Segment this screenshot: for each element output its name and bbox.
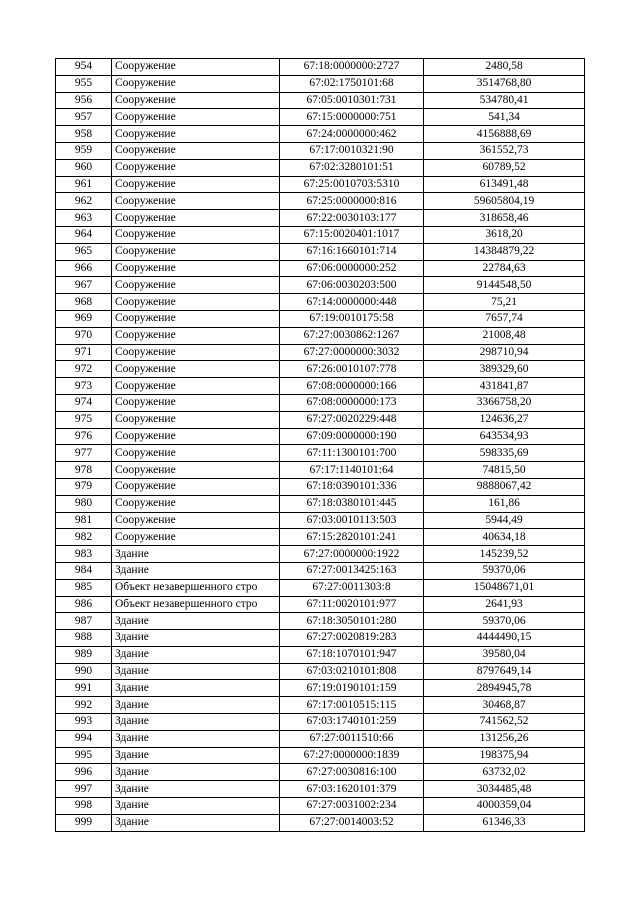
row-number-cell: 986 (56, 596, 112, 613)
cadastral-value-cell: 643534,93 (424, 428, 585, 445)
row-number-cell: 989 (56, 646, 112, 663)
table-row (56, 294, 585, 311)
cadastral-number-cell: 67:03:0010113:503 (280, 512, 424, 529)
cadastral-value-cell: 431841,87 (424, 378, 585, 395)
row-number-cell: 979 (56, 478, 112, 495)
table-row (56, 697, 585, 714)
table-row (56, 378, 585, 395)
row-number-cell: 994 (56, 730, 112, 747)
row-number-cell: 960 (56, 159, 112, 176)
object-name-cell: Сооружение (112, 327, 280, 344)
row-number-cell: 970 (56, 327, 112, 344)
row-number-cell: 973 (56, 378, 112, 395)
table-row (56, 176, 585, 193)
table-row (56, 512, 585, 529)
row-number-cell: 966 (56, 260, 112, 277)
row-number-cell: 999 (56, 814, 112, 831)
object-name-cell: Сооружение (112, 159, 280, 176)
row-number-cell: 998 (56, 798, 112, 815)
row-number-cell: 980 (56, 495, 112, 512)
table-row (56, 680, 585, 697)
cadastral-number-cell: 67:11:1300101:700 (280, 445, 424, 462)
cadastral-value-cell: 74815,50 (424, 462, 585, 479)
row-number-cell: 972 (56, 361, 112, 378)
row-number-cell: 964 (56, 226, 112, 243)
cadastral-number-cell: 67:24:0000000:462 (280, 126, 424, 143)
property-registry-table (55, 58, 585, 832)
table-row (56, 277, 585, 294)
table-row (56, 814, 585, 831)
cadastral-number-cell: 67:03:0210101:808 (280, 663, 424, 680)
row-number-cell: 961 (56, 176, 112, 193)
cadastral-value-cell: 59370,06 (424, 613, 585, 630)
cadastral-number-cell: 67:11:0020101:977 (280, 596, 424, 613)
object-name-cell: Здание (112, 646, 280, 663)
cadastral-number-cell: 67:27:0000000:3032 (280, 344, 424, 361)
cadastral-number-cell: 67:08:0000000:166 (280, 378, 424, 395)
table-row (56, 109, 585, 126)
registry-table-body (56, 59, 585, 832)
cadastral-value-cell: 145239,52 (424, 546, 585, 563)
table-row (56, 562, 585, 579)
table-row (56, 462, 585, 479)
table-row (56, 747, 585, 764)
table-row (56, 730, 585, 747)
cadastral-number-cell: 67:25:0000000:816 (280, 193, 424, 210)
cadastral-value-cell: 59370,06 (424, 562, 585, 579)
cadastral-number-cell: 67:27:0030862:1267 (280, 327, 424, 344)
cadastral-value-cell: 75,21 (424, 294, 585, 311)
table-row (56, 361, 585, 378)
cadastral-value-cell: 7657,74 (424, 310, 585, 327)
object-name-cell: Сооружение (112, 226, 280, 243)
object-name-cell: Здание (112, 546, 280, 563)
cadastral-number-cell: 67:06:0030203:500 (280, 277, 424, 294)
row-number-cell: 975 (56, 411, 112, 428)
cadastral-number-cell: 67:27:0020819:283 (280, 630, 424, 647)
table-row (56, 478, 585, 495)
object-name-cell: Сооружение (112, 75, 280, 92)
cadastral-number-cell: 67:05:0010301:731 (280, 92, 424, 109)
object-name-cell: Здание (112, 764, 280, 781)
cadastral-value-cell: 9144548,50 (424, 277, 585, 294)
cadastral-number-cell: 67:22:0030103:177 (280, 210, 424, 227)
row-number-cell: 971 (56, 344, 112, 361)
object-name-cell: Здание (112, 714, 280, 731)
cadastral-number-cell: 67:19:0190101:159 (280, 680, 424, 697)
cadastral-number-cell: 67:27:0011303:8 (280, 579, 424, 596)
object-name-cell: Сооружение (112, 126, 280, 143)
object-name-cell: Здание (112, 814, 280, 831)
table-row (56, 210, 585, 227)
cadastral-number-cell: 67:03:1740101:259 (280, 714, 424, 731)
object-name-cell: Сооружение (112, 92, 280, 109)
object-name-cell: Сооружение (112, 411, 280, 428)
row-number-cell: 985 (56, 579, 112, 596)
cadastral-value-cell: 61346,33 (424, 814, 585, 831)
cadastral-value-cell: 39580,04 (424, 646, 585, 663)
object-name-cell: Объект незавершенного стро (112, 596, 280, 613)
row-number-cell: 974 (56, 394, 112, 411)
cadastral-value-cell: 131256,26 (424, 730, 585, 747)
row-number-cell: 993 (56, 714, 112, 731)
cadastral-number-cell: 67:18:0380101:445 (280, 495, 424, 512)
object-name-cell: Сооружение (112, 310, 280, 327)
cadastral-number-cell: 67:27:0031002:234 (280, 798, 424, 815)
object-name-cell: Объект незавершенного стро (112, 579, 280, 596)
table-row (56, 613, 585, 630)
cadastral-number-cell: 67:15:0020401:1017 (280, 226, 424, 243)
table-row (56, 764, 585, 781)
cadastral-number-cell: 67:03:1620101:379 (280, 781, 424, 798)
cadastral-number-cell: 67:06:0000000:252 (280, 260, 424, 277)
row-number-cell: 969 (56, 310, 112, 327)
table-row (56, 142, 585, 159)
cadastral-number-cell: 67:08:0000000:173 (280, 394, 424, 411)
cadastral-number-cell: 67:27:0000000:1839 (280, 747, 424, 764)
table-row (56, 310, 585, 327)
object-name-cell: Сооружение (112, 529, 280, 546)
row-number-cell: 992 (56, 697, 112, 714)
object-name-cell: Сооружение (112, 478, 280, 495)
cadastral-number-cell: 67:09:0000000:190 (280, 428, 424, 445)
table-row (56, 646, 585, 663)
cadastral-value-cell: 30468,87 (424, 697, 585, 714)
cadastral-number-cell: 67:17:0010515:115 (280, 697, 424, 714)
object-name-cell: Сооружение (112, 142, 280, 159)
cadastral-value-cell: 318658,46 (424, 210, 585, 227)
object-name-cell: Сооружение (112, 193, 280, 210)
row-number-cell: 963 (56, 210, 112, 227)
object-name-cell: Сооружение (112, 512, 280, 529)
cadastral-value-cell: 2641,93 (424, 596, 585, 613)
table-row (56, 260, 585, 277)
cadastral-value-cell: 14384879,22 (424, 243, 585, 260)
cadastral-number-cell: 67:27:0014003:52 (280, 814, 424, 831)
table-row (56, 445, 585, 462)
cadastral-number-cell: 67:26:0010107:778 (280, 361, 424, 378)
object-name-cell: Сооружение (112, 361, 280, 378)
object-name-cell: Здание (112, 663, 280, 680)
object-name-cell: Здание (112, 613, 280, 630)
table-row (56, 243, 585, 260)
row-number-cell: 959 (56, 142, 112, 159)
cadastral-number-cell: 67:27:0000000:1922 (280, 546, 424, 563)
cadastral-value-cell: 613491,48 (424, 176, 585, 193)
cadastral-number-cell: 67:27:0020229:448 (280, 411, 424, 428)
row-number-cell: 962 (56, 193, 112, 210)
row-number-cell: 954 (56, 59, 112, 76)
row-number-cell: 956 (56, 92, 112, 109)
cadastral-value-cell: 60789,52 (424, 159, 585, 176)
cadastral-number-cell: 67:15:2820101:241 (280, 529, 424, 546)
table-row (56, 495, 585, 512)
row-number-cell: 957 (56, 109, 112, 126)
row-number-cell: 976 (56, 428, 112, 445)
table-row (56, 714, 585, 731)
row-number-cell: 997 (56, 781, 112, 798)
row-number-cell: 983 (56, 546, 112, 563)
cadastral-value-cell: 4156888,69 (424, 126, 585, 143)
table-row (56, 226, 585, 243)
cadastral-value-cell: 59605804,19 (424, 193, 585, 210)
row-number-cell: 984 (56, 562, 112, 579)
object-name-cell: Сооружение (112, 445, 280, 462)
cadastral-value-cell: 2480,58 (424, 59, 585, 76)
cadastral-number-cell: 67:19:0010175:58 (280, 310, 424, 327)
cadastral-value-cell: 361552,73 (424, 142, 585, 159)
cadastral-value-cell: 741562,52 (424, 714, 585, 731)
table-row (56, 798, 585, 815)
cadastral-value-cell: 534780,41 (424, 92, 585, 109)
cadastral-value-cell: 40634,18 (424, 529, 585, 546)
cadastral-value-cell: 2894945,78 (424, 680, 585, 697)
object-name-cell: Здание (112, 697, 280, 714)
cadastral-number-cell: 67:17:1140101:64 (280, 462, 424, 479)
table-row (56, 428, 585, 445)
table-row (56, 344, 585, 361)
object-name-cell: Сооружение (112, 428, 280, 445)
object-name-cell: Сооружение (112, 210, 280, 227)
cadastral-number-cell: 67:02:3280101:51 (280, 159, 424, 176)
table-row (56, 75, 585, 92)
row-number-cell: 977 (56, 445, 112, 462)
cadastral-value-cell: 15048671,01 (424, 579, 585, 596)
table-row (56, 394, 585, 411)
cadastral-value-cell: 5944,49 (424, 512, 585, 529)
table-row (56, 159, 585, 176)
cadastral-value-cell: 3514768,80 (424, 75, 585, 92)
object-name-cell: Сооружение (112, 59, 280, 76)
row-number-cell: 967 (56, 277, 112, 294)
table-row (56, 546, 585, 563)
row-number-cell: 995 (56, 747, 112, 764)
cadastral-number-cell: 67:27:0013425:163 (280, 562, 424, 579)
cadastral-value-cell: 3366758,20 (424, 394, 585, 411)
table-row (56, 126, 585, 143)
table-row (56, 781, 585, 798)
cadastral-number-cell: 67:27:0011510:66 (280, 730, 424, 747)
row-number-cell: 987 (56, 613, 112, 630)
table-row (56, 327, 585, 344)
cadastral-value-cell: 541,34 (424, 109, 585, 126)
row-number-cell: 978 (56, 462, 112, 479)
cadastral-value-cell: 598335,69 (424, 445, 585, 462)
object-name-cell: Сооружение (112, 378, 280, 395)
row-number-cell: 965 (56, 243, 112, 260)
table-row (56, 411, 585, 428)
row-number-cell: 988 (56, 630, 112, 647)
row-number-cell: 990 (56, 663, 112, 680)
object-name-cell: Сооружение (112, 344, 280, 361)
cadastral-number-cell: 67:15:0000000:751 (280, 109, 424, 126)
row-number-cell: 955 (56, 75, 112, 92)
row-number-cell: 982 (56, 529, 112, 546)
table-row (56, 59, 585, 76)
object-name-cell: Здание (112, 730, 280, 747)
cadastral-number-cell: 67:18:0000000:2727 (280, 59, 424, 76)
row-number-cell: 996 (56, 764, 112, 781)
row-number-cell: 981 (56, 512, 112, 529)
object-name-cell: Сооружение (112, 277, 280, 294)
cadastral-number-cell: 67:16:1660101:714 (280, 243, 424, 260)
object-name-cell: Здание (112, 781, 280, 798)
row-number-cell: 991 (56, 680, 112, 697)
cadastral-number-cell: 67:18:3050101:280 (280, 613, 424, 630)
table-row (56, 596, 585, 613)
cadastral-value-cell: 4000359,04 (424, 798, 585, 815)
table-row (56, 529, 585, 546)
cadastral-number-cell: 67:18:0390101:336 (280, 478, 424, 495)
cadastral-number-cell: 67:18:1070101:947 (280, 646, 424, 663)
cadastral-value-cell: 4444490,15 (424, 630, 585, 647)
cadastral-value-cell: 389329,60 (424, 361, 585, 378)
cadastral-number-cell: 67:02:1750101:68 (280, 75, 424, 92)
cadastral-number-cell: 67:27:0030816:100 (280, 764, 424, 781)
cadastral-value-cell: 161,86 (424, 495, 585, 512)
cadastral-value-cell: 124636,27 (424, 411, 585, 428)
cadastral-value-cell: 8797649,14 (424, 663, 585, 680)
object-name-cell: Сооружение (112, 394, 280, 411)
object-name-cell: Сооружение (112, 495, 280, 512)
object-name-cell: Здание (112, 680, 280, 697)
row-number-cell: 958 (56, 126, 112, 143)
cadastral-value-cell: 298710,94 (424, 344, 585, 361)
cadastral-value-cell: 21008,48 (424, 327, 585, 344)
cadastral-number-cell: 67:14:0000000:448 (280, 294, 424, 311)
object-name-cell: Здание (112, 630, 280, 647)
object-name-cell: Сооружение (112, 294, 280, 311)
cadastral-value-cell: 9888067,42 (424, 478, 585, 495)
object-name-cell: Сооружение (112, 462, 280, 479)
object-name-cell: Сооружение (112, 260, 280, 277)
cadastral-value-cell: 63732,02 (424, 764, 585, 781)
table-row (56, 630, 585, 647)
object-name-cell: Сооружение (112, 243, 280, 260)
table-row (56, 193, 585, 210)
table-row (56, 579, 585, 596)
cadastral-value-cell: 3618,20 (424, 226, 585, 243)
object-name-cell: Здание (112, 562, 280, 579)
cadastral-number-cell: 67:25:0010703:5310 (280, 176, 424, 193)
object-name-cell: Здание (112, 747, 280, 764)
row-number-cell: 968 (56, 294, 112, 311)
cadastral-number-cell: 67:17:0010321:90 (280, 142, 424, 159)
table-row (56, 92, 585, 109)
cadastral-value-cell: 198375,94 (424, 747, 585, 764)
object-name-cell: Здание (112, 798, 280, 815)
object-name-cell: Сооружение (112, 109, 280, 126)
table-row (56, 663, 585, 680)
cadastral-value-cell: 22784,63 (424, 260, 585, 277)
object-name-cell: Сооружение (112, 176, 280, 193)
cadastral-value-cell: 3034485,48 (424, 781, 585, 798)
